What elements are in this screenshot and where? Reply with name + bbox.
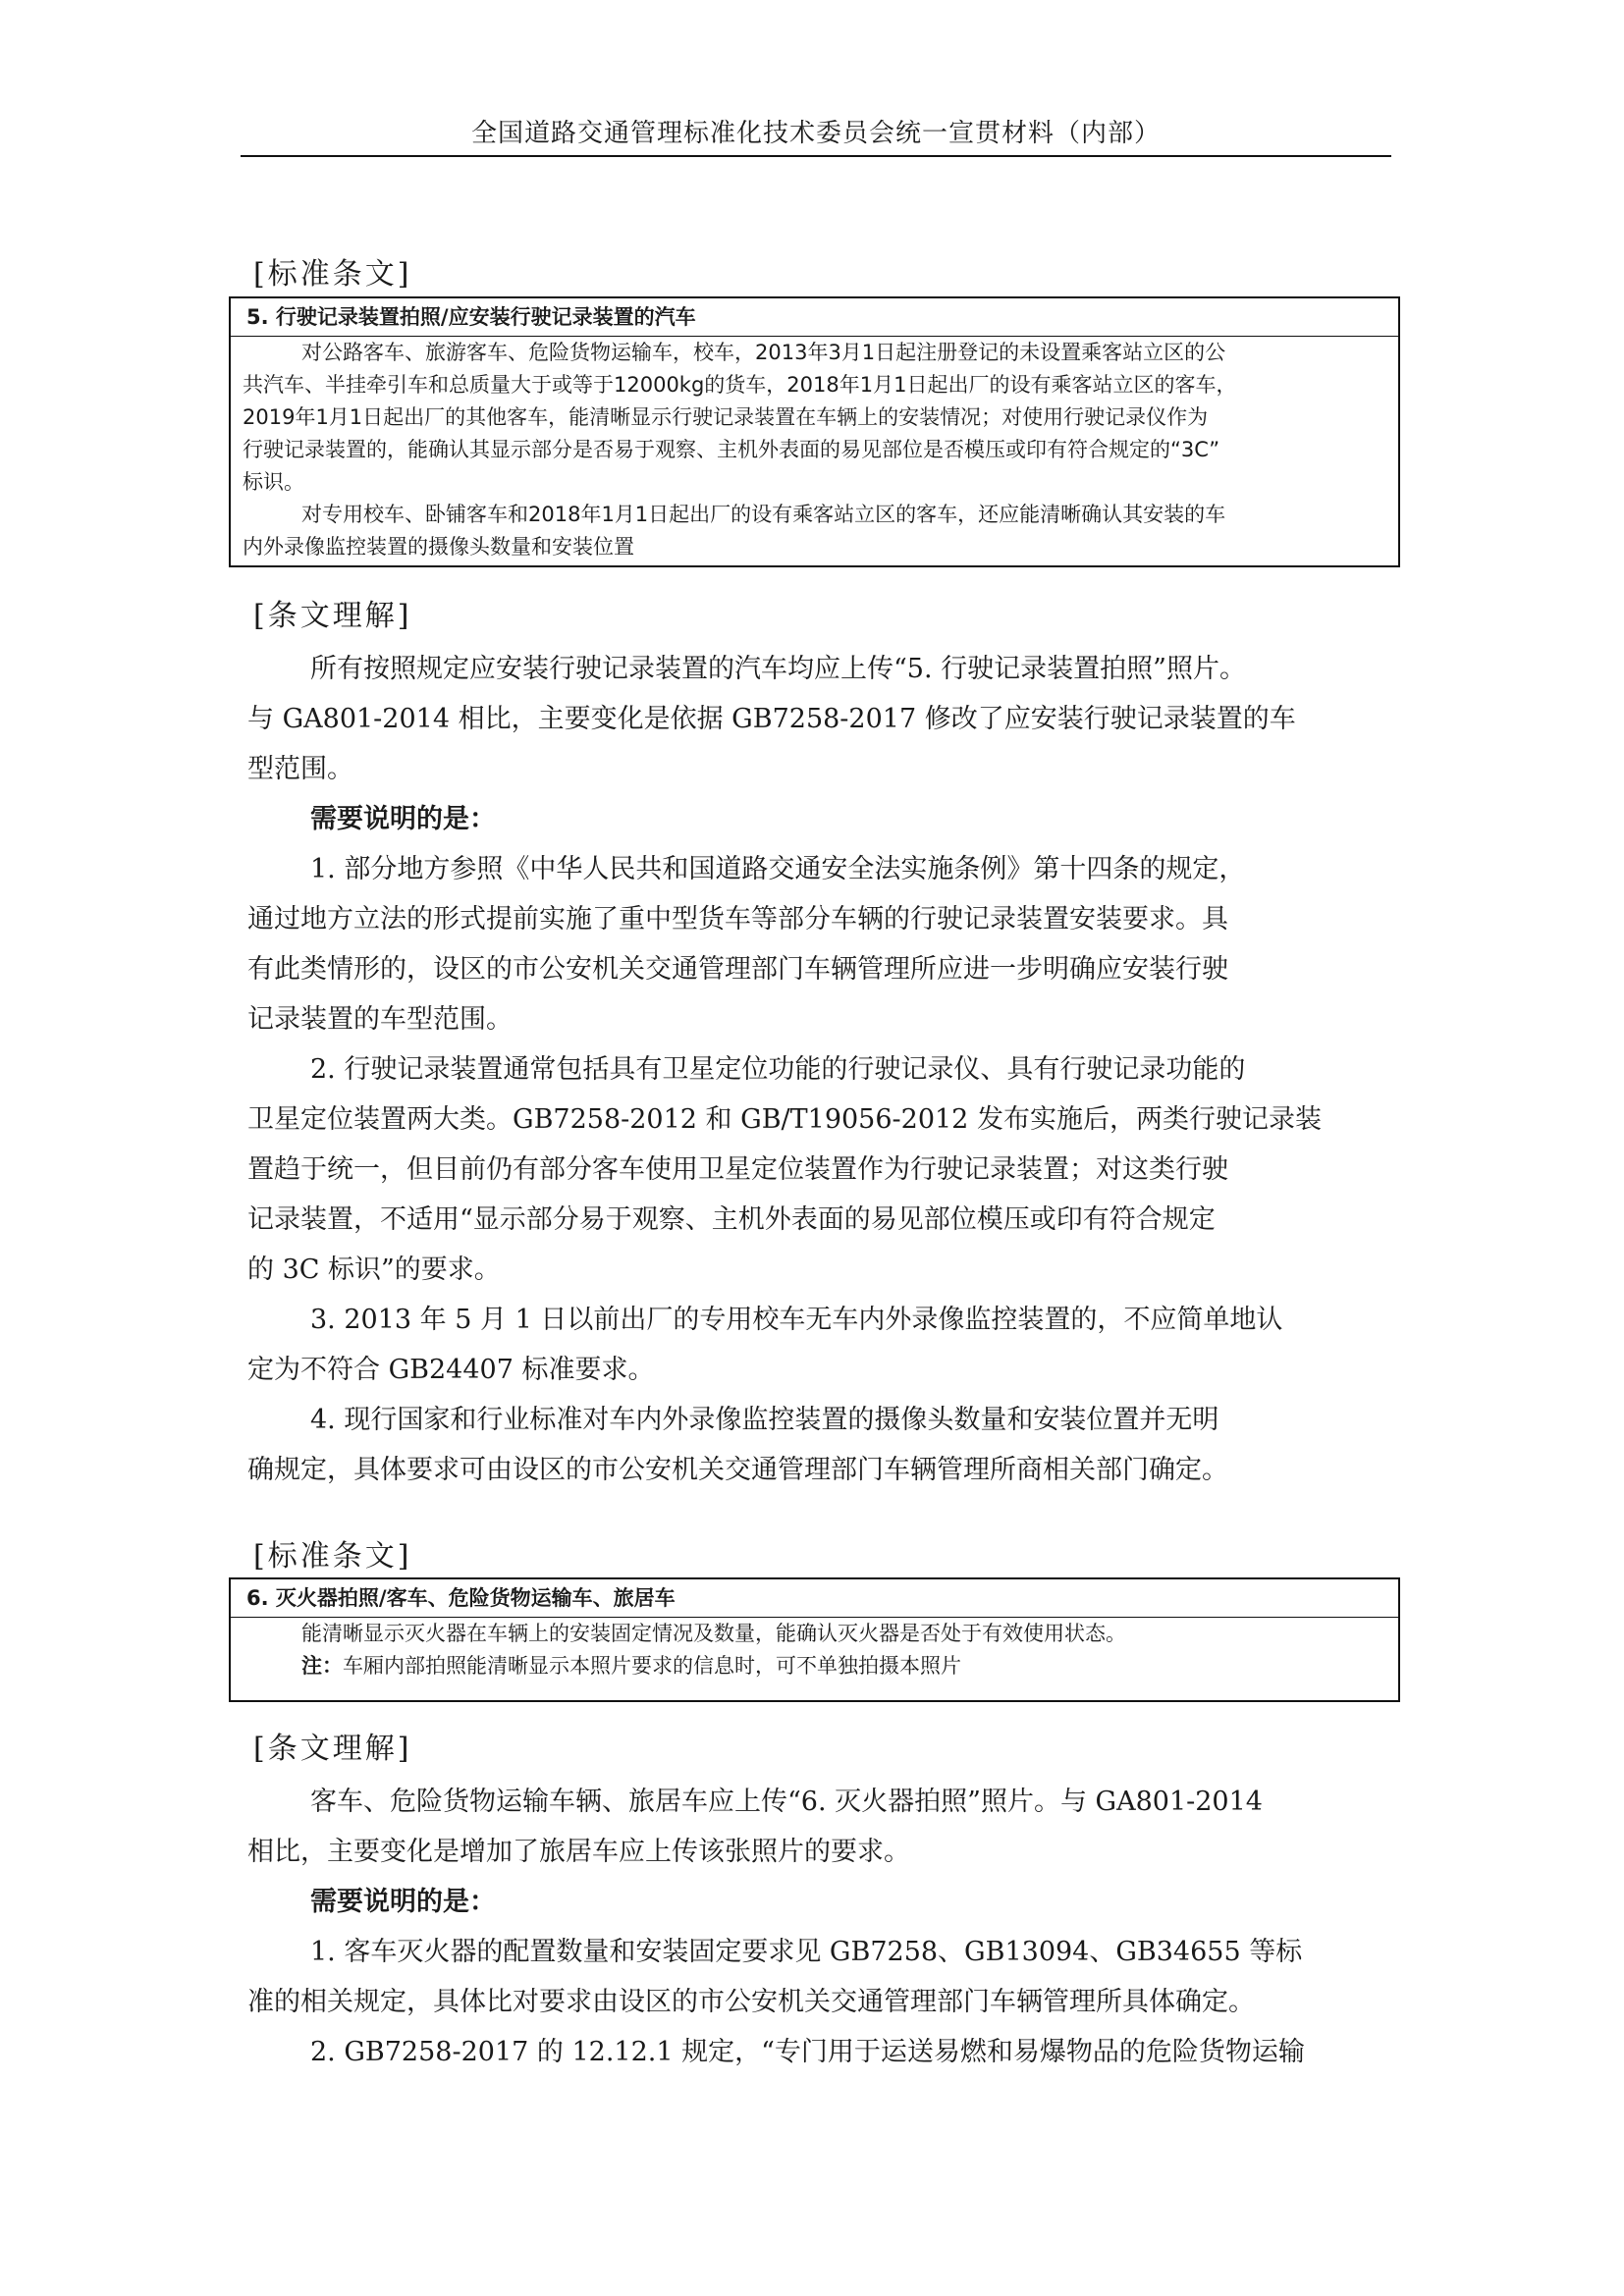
clause-understanding-tag: [条文理解]	[253, 599, 412, 633]
clause-body	[231, 1618, 1398, 1682]
standard-clause-box-6	[229, 1577, 1400, 1702]
para-line: 相比，主要变化是增加了旅居车应上传该张照片的要求。	[247, 1837, 910, 1867]
note-label: 注：	[301, 1654, 343, 1678]
para-line: 准的相关规定，具体比对要求由设区的市公安机关交通管理部门车辆管理所具体确定。	[247, 1987, 1255, 2017]
para-line: 型范围。	[247, 754, 353, 784]
clause-understanding-text-5	[247, 644, 1386, 1495]
standard-clause-box-5	[229, 296, 1400, 567]
standard-clause-tag: [标准条文]	[253, 257, 412, 292]
para-line: 1. 客车灭火器的配置数量和安装固定要求见 GB7258、GB13094、GB34655 等标	[310, 1937, 1303, 1967]
para-line: 4. 现行国家和行业标准对车内外录像监控装置的摄像头数量和安装位置并无明	[310, 1405, 1219, 1435]
clause-title: 5. 行驶记录装置拍照/应安装行驶记录装置的汽车	[231, 298, 1398, 337]
clause-body	[231, 337, 1398, 563]
note-heading: 需要说明的是：	[310, 1887, 496, 1917]
para-line: 定为不符合 GB24407 标准要求。	[247, 1355, 655, 1385]
clause-line: 能清晰显示灭火器在车辆上的安装固定情况及数量，能确认灭火器是否处于有效使用状态。	[301, 1622, 1126, 1645]
para-line: 记录装置，不适用“显示部分易于观察、主机外表面的易见部位模压或印有符合规定	[247, 1204, 1216, 1235]
para-line: 3. 2013 年 5 月 1 日以前出厂的专用校车无车内外录像监控装置的，不应简单地认	[310, 1305, 1283, 1335]
clause-understanding-text-6	[247, 1777, 1386, 2077]
para-line: 有此类情形的，设区的市公安机关交通管理部门车辆管理所应进一步明确应安装行驶	[247, 954, 1228, 985]
para-line: 置趋于统一，但目前仍有部分客车使用卫星定位装置作为行驶记录装置；对这类行驶	[247, 1154, 1228, 1185]
para-line: 通过地方立法的形式提前实施了重中型货车等部分车辆的行驶记录装置安装要求。具	[247, 904, 1228, 934]
para-line: 2. GB7258-2017 的 12.12.1 规定，“专门用于运送易燃和易爆物品的危险货物运输	[310, 2037, 1305, 2067]
clause-line: 对专用校车、卧铺客车和2018年1月1日起出厂的设有乘客站立区的客车，还应能清晰确认其安装的车	[301, 503, 1226, 526]
para-line: 1. 部分地方参照《中华人民共和国道路交通安全法实施条例》第十四条的规定，	[310, 854, 1246, 884]
clause-understanding-tag: [条文理解]	[253, 1732, 412, 1766]
header-rule	[241, 155, 1391, 157]
clause-line: 标识。	[243, 470, 304, 494]
standard-clause-tag: [标准条文]	[253, 1539, 412, 1574]
clause-line: 对公路客车、旅游客车、危险货物运输车，校车，2013年3月1日起注册登记的未设置乘客站立区的公	[301, 341, 1226, 364]
clause-line: 共汽车、半挂牵引车和总质量大于或等于12000kg的货车，2018年1月1日起出厂的设有乘客站立区的客车，	[243, 373, 1237, 397]
note-text: 车厢内部拍照能清晰显示本照片要求的信息时，可不单独拍摄本照片	[343, 1654, 961, 1678]
para-line: 客车、危险货物运输车辆、旅居车应上传“6. 灭火器拍照”照片。与 GA801-2014	[310, 1787, 1263, 1817]
para-line: 的 3C 标识”的要求。	[247, 1255, 501, 1285]
para-line: 2. 行驶记录装置通常包括具有卫星定位功能的行驶记录仪、具有行驶记录功能的	[310, 1054, 1246, 1085]
para-line: 卫星定位装置两大类。GB7258-2012 和 GB/T19056-2012 发布实施后，两类行驶记录装	[247, 1104, 1322, 1135]
page-header: 全国道路交通管理标准化技术委员会统一宣贯材料（内部）	[470, 119, 1161, 148]
para-line: 所有按照规定应安装行驶记录装置的汽车均应上传“5. 行驶记录装置拍照”照片。	[310, 654, 1246, 684]
clause-line: 2019年1月1日起出厂的其他客车，能清晰显示行驶记录装置在车辆上的安装情况；对使用行驶记录仪作为	[243, 405, 1209, 429]
para-line: 确规定，具体要求可由设区的市公安机关交通管理部门车辆管理所商相关部门确定。	[247, 1455, 1228, 1485]
clause-title: 6. 灭火器拍照/客车、危险货物运输车、旅居车	[231, 1579, 1398, 1618]
para-line: 记录装置的车型范围。	[247, 1004, 513, 1035]
clause-line: 行驶记录装置的，能确认其显示部分是否易于观察、主机外表面的易见部位是否模压或印有符合规定的“3C”	[243, 438, 1220, 461]
clause-line: 内外录像监控装置的摄像头数量和安装位置	[243, 535, 634, 559]
clause-note	[231, 1650, 1398, 1682]
note-heading: 需要说明的是：	[310, 804, 496, 834]
para-line: 与 GA801-2014 相比，主要变化是依据 GB7258-2017 修改了应安装行驶记录装置的车	[247, 704, 1296, 734]
